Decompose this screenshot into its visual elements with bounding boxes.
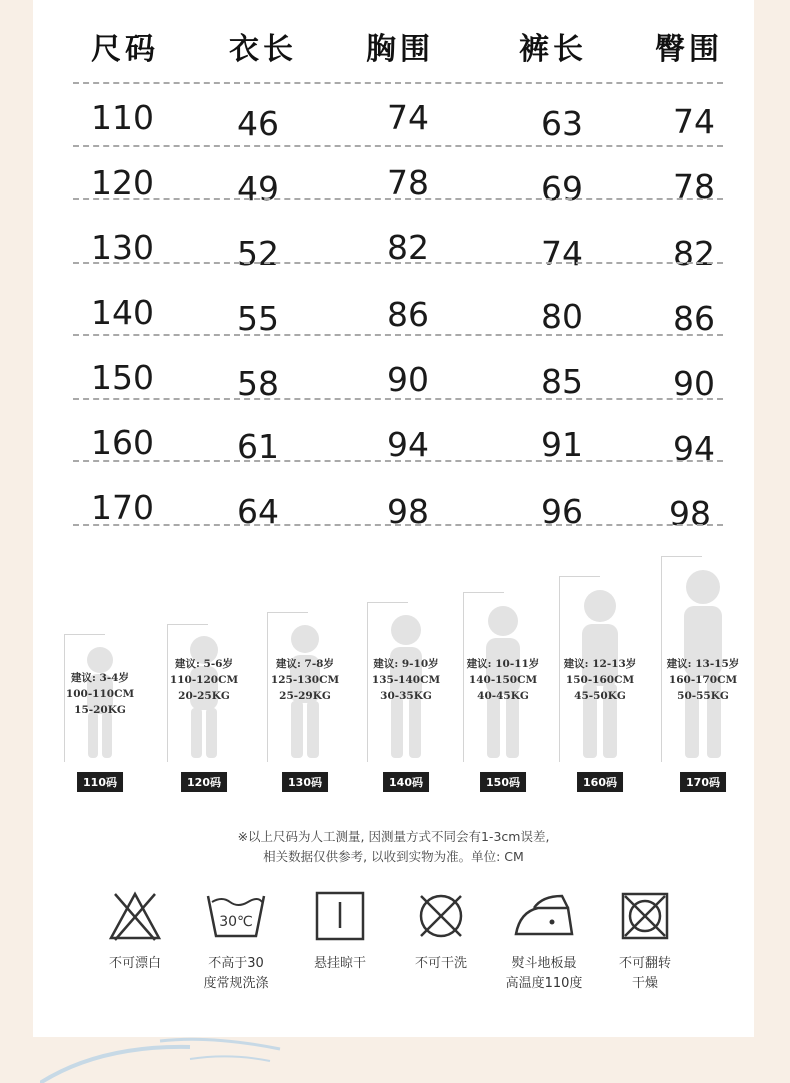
kid-figure [371, 602, 441, 789]
height-marker [463, 592, 464, 762]
kid-info: 建议: 9-10岁 135-140CM 30-35KG [371, 658, 441, 702]
no-dry-clean-icon [413, 888, 469, 944]
kid-figure [563, 576, 637, 789]
kid-figure [169, 624, 239, 789]
row-divider [73, 145, 723, 147]
size-badge: 130码 [282, 772, 328, 792]
cell-length: 49 [237, 169, 279, 208]
height-marker [64, 634, 65, 762]
care-instructions [33, 888, 754, 998]
table-row [33, 98, 754, 163]
table-row [33, 293, 754, 358]
cell-chest: 82 [387, 228, 429, 267]
height-guide [33, 550, 754, 800]
wave-decoration-icon [40, 1037, 300, 1083]
no-tumble-dry-icon [617, 888, 673, 944]
cell-size: 110 [91, 98, 154, 137]
cell-size: 160 [91, 423, 154, 462]
row-divider [73, 334, 723, 336]
cell-chest: 98 [387, 492, 429, 531]
measurement-note [33, 827, 754, 867]
row-divider [73, 398, 723, 400]
row-divider [73, 524, 723, 526]
header-size: 尺码 [91, 32, 159, 67]
kid-info: 建议: 5-6岁 110-120CM 20-25KG [169, 658, 239, 702]
cell-pants-length: 74 [541, 234, 583, 273]
cell-length: 52 [237, 234, 279, 273]
size-badge: 170码 [680, 772, 726, 792]
no-bleach-icon [107, 888, 163, 944]
cell-chest: 94 [387, 425, 429, 464]
size-chart-card [33, 0, 754, 1037]
cell-hip: 90 [673, 364, 715, 403]
care-item-no-dry-clean: 不可干洗 [391, 888, 491, 974]
cell-pants-length: 91 [541, 425, 583, 464]
table-row [33, 423, 754, 488]
care-item-hang-dry: 悬挂晾干 [290, 888, 390, 974]
cell-size: 140 [91, 293, 154, 332]
cell-hip: 74 [673, 102, 715, 141]
kid-info: 建议: 7-8岁 125-130CM 25-29KG [270, 658, 340, 702]
table-row [33, 358, 754, 423]
height-marker [661, 556, 662, 762]
iron-icon [512, 888, 576, 944]
size-badge: 150码 [480, 772, 526, 792]
cell-hip: 94 [673, 429, 715, 468]
cell-size: 120 [91, 163, 154, 202]
cell-pants-length: 85 [541, 362, 583, 401]
cell-length: 61 [237, 427, 279, 466]
cell-hip: 82 [673, 234, 715, 273]
row-divider [73, 262, 723, 264]
cell-pants-length: 63 [541, 104, 583, 143]
header-chest: 胸围 [366, 32, 434, 67]
care-item-no-tumble-dry: 不可翻转 干燥 [595, 888, 695, 994]
kid-info: 建议: 10-11岁 140-150CM 40-45KG [466, 658, 540, 702]
hang-dry-icon [312, 888, 368, 944]
kid-figure [666, 556, 740, 789]
cell-hip: 78 [673, 167, 715, 206]
header-hip: 臀围 [655, 32, 723, 67]
cell-chest: 78 [387, 163, 429, 202]
height-marker [167, 624, 168, 762]
size-badge: 110码 [77, 772, 123, 792]
note-line-2: 相关数据仅供参考, 以收到实物为准。单位: CM [263, 849, 524, 864]
height-marker [267, 612, 268, 762]
table-header [33, 24, 754, 80]
cell-hip: 98 [669, 494, 711, 533]
cell-chest: 90 [387, 360, 429, 399]
header-length: 衣长 [229, 32, 297, 67]
cell-length: 46 [237, 104, 279, 143]
note-line-1: ※以上尺码为人工测量, 因测量方式不同会有1-3cm误差, [237, 829, 550, 844]
wash-30-icon [204, 888, 268, 944]
cell-size: 130 [91, 228, 154, 267]
kid-figure [466, 592, 540, 789]
kid-figure [65, 632, 135, 789]
height-marker [367, 602, 368, 762]
header-divider [73, 82, 723, 84]
cell-pants-length: 69 [541, 169, 583, 208]
header-pants-length: 裤长 [519, 32, 587, 67]
table-row [33, 488, 754, 553]
cell-chest: 86 [387, 295, 429, 334]
kid-figure [270, 612, 340, 789]
kid-info: 建议: 3-4岁 100-110CM 15-20KG [65, 672, 135, 716]
row-divider [73, 460, 723, 462]
cell-pants-length: 96 [541, 492, 583, 531]
cell-length: 58 [237, 364, 279, 403]
table-row [33, 228, 754, 293]
cell-length: 64 [237, 492, 279, 531]
size-badge: 140码 [383, 772, 429, 792]
svg-text:30℃: 30℃ [219, 914, 253, 930]
cell-length: 55 [237, 299, 279, 338]
cell-size: 150 [91, 358, 154, 397]
kid-info: 建议: 12-13岁 150-160CM 45-50KG [563, 658, 637, 702]
cell-chest: 74 [387, 98, 429, 137]
care-item-no-bleach: 不可漂白 [85, 888, 185, 974]
table-row [33, 163, 754, 228]
size-badge: 120码 [181, 772, 227, 792]
cell-hip: 86 [673, 299, 715, 338]
size-badge: 160码 [577, 772, 623, 792]
row-divider [73, 198, 723, 200]
care-item-iron: 熨斗地板最 高温度110度 [494, 888, 594, 994]
kid-info: 建议: 13-15岁 160-170CM 50-55KG [666, 658, 740, 702]
care-item-wash-30: 30℃ 不高于30 度常规洗涤 [186, 888, 286, 994]
cell-size: 170 [91, 488, 154, 527]
height-marker [559, 576, 560, 762]
cell-pants-length: 80 [541, 297, 583, 336]
